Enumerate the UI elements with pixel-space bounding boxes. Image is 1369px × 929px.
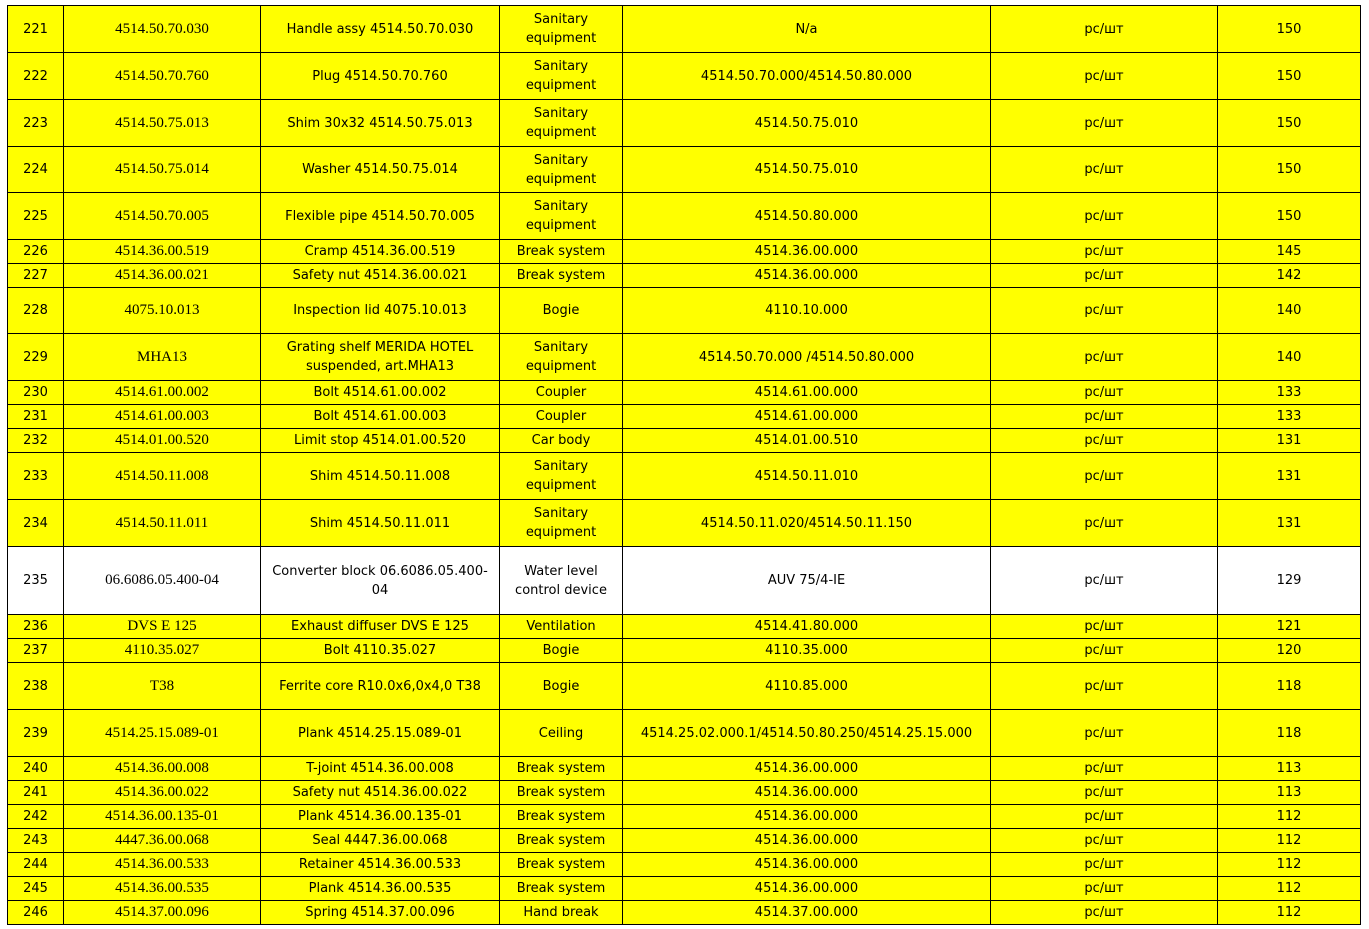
row-number-cell: 222 <box>8 53 64 100</box>
table-row <box>8 710 1361 757</box>
unit-cell: pc/шт <box>991 288 1218 334</box>
assembly-cell: 4514.36.00.000 <box>623 781 991 805</box>
part-code-cell: 4110.35.027 <box>64 639 261 663</box>
row-number-cell: 227 <box>8 264 64 288</box>
assembly-cell: 4110.35.000 <box>623 639 991 663</box>
part-name-cell: Grating shelf MERIDA HOTEL suspended, art.MHA13 <box>261 334 500 381</box>
row-number-cell: 228 <box>8 288 64 334</box>
unit-cell: pc/шт <box>991 710 1218 757</box>
unit-cell: pc/шт <box>991 453 1218 500</box>
part-code-cell: T38 <box>64 663 261 710</box>
part-name-cell: Shim 4514.50.11.011 <box>261 500 500 547</box>
part-name-cell: Inspection lid 4075.10.013 <box>261 288 500 334</box>
assembly-cell: 4110.10.000 <box>623 288 991 334</box>
part-code-cell: 4514.50.75.014 <box>64 147 261 193</box>
table-row <box>8 429 1361 453</box>
unit-cell: pc/шт <box>991 240 1218 264</box>
assembly-cell: 4514.50.11.020/4514.50.11.150 <box>623 500 991 547</box>
row-number-cell: 239 <box>8 710 64 757</box>
assembly-cell: 4514.36.00.000 <box>623 757 991 781</box>
unit-cell: pc/шт <box>991 405 1218 429</box>
part-code-cell: DVS E 125 <box>64 615 261 639</box>
part-name-cell: T-joint 4514.36.00.008 <box>261 757 500 781</box>
system-group-cell: Coupler <box>500 405 623 429</box>
table-row <box>8 500 1361 547</box>
unit-cell: pc/шт <box>991 147 1218 193</box>
part-name-cell: Safety nut 4514.36.00.022 <box>261 781 500 805</box>
part-name-cell: Cramp 4514.36.00.519 <box>261 240 500 264</box>
quantity-cell: 150 <box>1218 6 1361 53</box>
part-name-cell: Retainer 4514.36.00.533 <box>261 853 500 877</box>
unit-cell: pc/шт <box>991 805 1218 829</box>
part-name-cell: Plank 4514.36.00.535 <box>261 877 500 901</box>
part-code-cell: 4514.50.70.760 <box>64 53 261 100</box>
table-row <box>8 193 1361 240</box>
assembly-cell: 4514.36.00.000 <box>623 829 991 853</box>
table-row <box>8 381 1361 405</box>
row-number-cell: 237 <box>8 639 64 663</box>
row-number-cell: 238 <box>8 663 64 710</box>
quantity-cell: 140 <box>1218 288 1361 334</box>
part-name-cell: Shim 4514.50.11.008 <box>261 453 500 500</box>
part-name-cell: Handle assy 4514.50.70.030 <box>261 6 500 53</box>
row-number-cell: 240 <box>8 757 64 781</box>
quantity-cell: 150 <box>1218 53 1361 100</box>
unit-cell: pc/шт <box>991 547 1218 615</box>
part-code-cell: 4514.01.00.520 <box>64 429 261 453</box>
part-code-cell: 4514.36.00.533 <box>64 853 261 877</box>
assembly-cell: 4514.50.75.010 <box>623 147 991 193</box>
quantity-cell: 133 <box>1218 381 1361 405</box>
quantity-cell: 145 <box>1218 240 1361 264</box>
part-code-cell: 4514.36.00.135-01 <box>64 805 261 829</box>
quantity-cell: 113 <box>1218 757 1361 781</box>
row-number-cell: 241 <box>8 781 64 805</box>
table-row <box>8 547 1361 615</box>
unit-cell: pc/шт <box>991 877 1218 901</box>
part-name-cell: Bolt 4514.61.00.002 <box>261 381 500 405</box>
system-group-cell: Break system <box>500 757 623 781</box>
row-number-cell: 246 <box>8 901 64 925</box>
table-row <box>8 901 1361 925</box>
part-code-cell: 4514.50.11.011 <box>64 500 261 547</box>
row-number-cell: 229 <box>8 334 64 381</box>
table-row <box>8 288 1361 334</box>
system-group-cell: Break system <box>500 877 623 901</box>
part-code-cell: 4514.61.00.002 <box>64 381 261 405</box>
table-row <box>8 615 1361 639</box>
part-code-cell: 4514.36.00.022 <box>64 781 261 805</box>
quantity-cell: 150 <box>1218 147 1361 193</box>
unit-cell: pc/шт <box>991 193 1218 240</box>
table-body <box>8 6 1361 925</box>
table-row <box>8 781 1361 805</box>
row-number-cell: 235 <box>8 547 64 615</box>
part-name-cell: Shim 30x32 4514.50.75.013 <box>261 100 500 147</box>
quantity-cell: 118 <box>1218 710 1361 757</box>
row-number-cell: 231 <box>8 405 64 429</box>
unit-cell: pc/шт <box>991 381 1218 405</box>
assembly-cell: 4514.36.00.000 <box>623 877 991 901</box>
system-group-cell: Bogie <box>500 288 623 334</box>
part-code-cell: MHA13 <box>64 334 261 381</box>
assembly-cell: 4514.50.80.000 <box>623 193 991 240</box>
assembly-cell: 4514.61.00.000 <box>623 381 991 405</box>
assembly-cell: 4514.25.02.000.1/4514.50.80.250/4514.25.15.000 <box>623 710 991 757</box>
table-row <box>8 334 1361 381</box>
assembly-cell: 4514.36.00.000 <box>623 264 991 288</box>
quantity-cell: 112 <box>1218 877 1361 901</box>
part-code-cell: 4514.36.00.021 <box>64 264 261 288</box>
part-name-cell: Safety nut 4514.36.00.021 <box>261 264 500 288</box>
table-row <box>8 805 1361 829</box>
row-number-cell: 244 <box>8 853 64 877</box>
part-code-cell: 4514.50.70.005 <box>64 193 261 240</box>
part-name-cell: Seal 4447.36.00.068 <box>261 829 500 853</box>
table-row <box>8 147 1361 193</box>
row-number-cell: 224 <box>8 147 64 193</box>
system-group-cell: Sanitary equipment <box>500 453 623 500</box>
unit-cell: pc/шт <box>991 829 1218 853</box>
part-name-cell: Exhaust diffuser DVS E 125 <box>261 615 500 639</box>
quantity-cell: 121 <box>1218 615 1361 639</box>
part-name-cell: Ferrite core R10.0x6,0x4,0 T38 <box>261 663 500 710</box>
unit-cell: pc/шт <box>991 615 1218 639</box>
row-number-cell: 225 <box>8 193 64 240</box>
assembly-cell: 4514.36.00.000 <box>623 853 991 877</box>
unit-cell: pc/шт <box>991 6 1218 53</box>
quantity-cell: 112 <box>1218 901 1361 925</box>
row-number-cell: 243 <box>8 829 64 853</box>
part-code-cell: 4514.50.11.008 <box>64 453 261 500</box>
unit-cell: pc/шт <box>991 53 1218 100</box>
part-code-cell: 4514.37.00.096 <box>64 901 261 925</box>
table-row <box>8 100 1361 147</box>
row-number-cell: 245 <box>8 877 64 901</box>
part-name-cell: Washer 4514.50.75.014 <box>261 147 500 193</box>
assembly-cell: 4514.36.00.000 <box>623 805 991 829</box>
system-group-cell: Coupler <box>500 381 623 405</box>
quantity-cell: 120 <box>1218 639 1361 663</box>
unit-cell: pc/шт <box>991 781 1218 805</box>
part-name-cell: Plug 4514.50.70.760 <box>261 53 500 100</box>
assembly-cell: 4514.01.00.510 <box>623 429 991 453</box>
system-group-cell: Break system <box>500 853 623 877</box>
table-row <box>8 453 1361 500</box>
quantity-cell: 131 <box>1218 453 1361 500</box>
table-row <box>8 240 1361 264</box>
part-name-cell: Spring 4514.37.00.096 <box>261 901 500 925</box>
system-group-cell: Break system <box>500 240 623 264</box>
unit-cell: pc/шт <box>991 264 1218 288</box>
row-number-cell: 233 <box>8 453 64 500</box>
system-group-cell: Car body <box>500 429 623 453</box>
table-row <box>8 53 1361 100</box>
unit-cell: pc/шт <box>991 334 1218 381</box>
assembly-cell: N/a <box>623 6 991 53</box>
system-group-cell: Sanitary equipment <box>500 147 623 193</box>
row-number-cell: 242 <box>8 805 64 829</box>
part-code-cell: 4514.36.00.008 <box>64 757 261 781</box>
assembly-cell: 4110.85.000 <box>623 663 991 710</box>
part-name-cell: Plank 4514.25.15.089-01 <box>261 710 500 757</box>
system-group-cell: Ventilation <box>500 615 623 639</box>
quantity-cell: 150 <box>1218 100 1361 147</box>
assembly-cell: 4514.37.00.000 <box>623 901 991 925</box>
quantity-cell: 133 <box>1218 405 1361 429</box>
part-code-cell: 4514.25.15.089-01 <box>64 710 261 757</box>
quantity-cell: 140 <box>1218 334 1361 381</box>
unit-cell: pc/шт <box>991 663 1218 710</box>
part-name-cell: Converter block 06.6086.05.400-04 <box>261 547 500 615</box>
row-number-cell: 236 <box>8 615 64 639</box>
quantity-cell: 142 <box>1218 264 1361 288</box>
unit-cell: pc/шт <box>991 500 1218 547</box>
unit-cell: pc/шт <box>991 901 1218 925</box>
system-group-cell: Hand break <box>500 901 623 925</box>
quantity-cell: 112 <box>1218 853 1361 877</box>
assembly-cell: 4514.50.75.010 <box>623 100 991 147</box>
system-group-cell: Sanitary equipment <box>500 6 623 53</box>
unit-cell: pc/шт <box>991 853 1218 877</box>
part-name-cell: Bolt 4514.61.00.003 <box>261 405 500 429</box>
assembly-cell: 4514.50.11.010 <box>623 453 991 500</box>
row-number-cell: 221 <box>8 6 64 53</box>
assembly-cell: 4514.50.70.000 /4514.50.80.000 <box>623 334 991 381</box>
table-row <box>8 639 1361 663</box>
part-name-cell: Bolt 4110.35.027 <box>261 639 500 663</box>
table-row <box>8 405 1361 429</box>
system-group-cell: Sanitary equipment <box>500 193 623 240</box>
row-number-cell: 230 <box>8 381 64 405</box>
assembly-cell: 4514.41.80.000 <box>623 615 991 639</box>
quantity-cell: 150 <box>1218 193 1361 240</box>
parts-table <box>7 5 1361 925</box>
assembly-cell: 4514.36.00.000 <box>623 240 991 264</box>
quantity-cell: 113 <box>1218 781 1361 805</box>
part-code-cell: 06.6086.05.400-04 <box>64 547 261 615</box>
unit-cell: pc/шт <box>991 429 1218 453</box>
system-group-cell: Sanitary equipment <box>500 53 623 100</box>
system-group-cell: Break system <box>500 829 623 853</box>
part-name-cell: Limit stop 4514.01.00.520 <box>261 429 500 453</box>
system-group-cell: Sanitary equipment <box>500 100 623 147</box>
quantity-cell: 118 <box>1218 663 1361 710</box>
table-row <box>8 663 1361 710</box>
quantity-cell: 112 <box>1218 805 1361 829</box>
table-row <box>8 6 1361 53</box>
unit-cell: pc/шт <box>991 757 1218 781</box>
system-group-cell: Sanitary equipment <box>500 500 623 547</box>
part-code-cell: 4447.36.00.068 <box>64 829 261 853</box>
system-group-cell: Break system <box>500 805 623 829</box>
system-group-cell: Sanitary equipment <box>500 334 623 381</box>
part-code-cell: 4514.61.00.003 <box>64 405 261 429</box>
quantity-cell: 129 <box>1218 547 1361 615</box>
part-code-cell: 4514.50.70.030 <box>64 6 261 53</box>
system-group-cell: Bogie <box>500 663 623 710</box>
part-code-cell: 4514.50.75.013 <box>64 100 261 147</box>
assembly-cell: 4514.61.00.000 <box>623 405 991 429</box>
quantity-cell: 112 <box>1218 829 1361 853</box>
table-row <box>8 757 1361 781</box>
row-number-cell: 226 <box>8 240 64 264</box>
part-code-cell: 4075.10.013 <box>64 288 261 334</box>
table-row <box>8 829 1361 853</box>
table-row <box>8 853 1361 877</box>
table-row <box>8 264 1361 288</box>
part-name-cell: Flexible pipe 4514.50.70.005 <box>261 193 500 240</box>
system-group-cell: Break system <box>500 264 623 288</box>
system-group-cell: Break system <box>500 781 623 805</box>
system-group-cell: Ceiling <box>500 710 623 757</box>
unit-cell: pc/шт <box>991 100 1218 147</box>
part-name-cell: Plank 4514.36.00.135-01 <box>261 805 500 829</box>
table-row <box>8 877 1361 901</box>
quantity-cell: 131 <box>1218 500 1361 547</box>
row-number-cell: 232 <box>8 429 64 453</box>
row-number-cell: 223 <box>8 100 64 147</box>
unit-cell: pc/шт <box>991 639 1218 663</box>
assembly-cell: 4514.50.70.000/4514.50.80.000 <box>623 53 991 100</box>
system-group-cell: Water level control device <box>500 547 623 615</box>
system-group-cell: Bogie <box>500 639 623 663</box>
row-number-cell: 234 <box>8 500 64 547</box>
assembly-cell: AUV 75/4-IE <box>623 547 991 615</box>
quantity-cell: 131 <box>1218 429 1361 453</box>
part-code-cell: 4514.36.00.535 <box>64 877 261 901</box>
part-code-cell: 4514.36.00.519 <box>64 240 261 264</box>
